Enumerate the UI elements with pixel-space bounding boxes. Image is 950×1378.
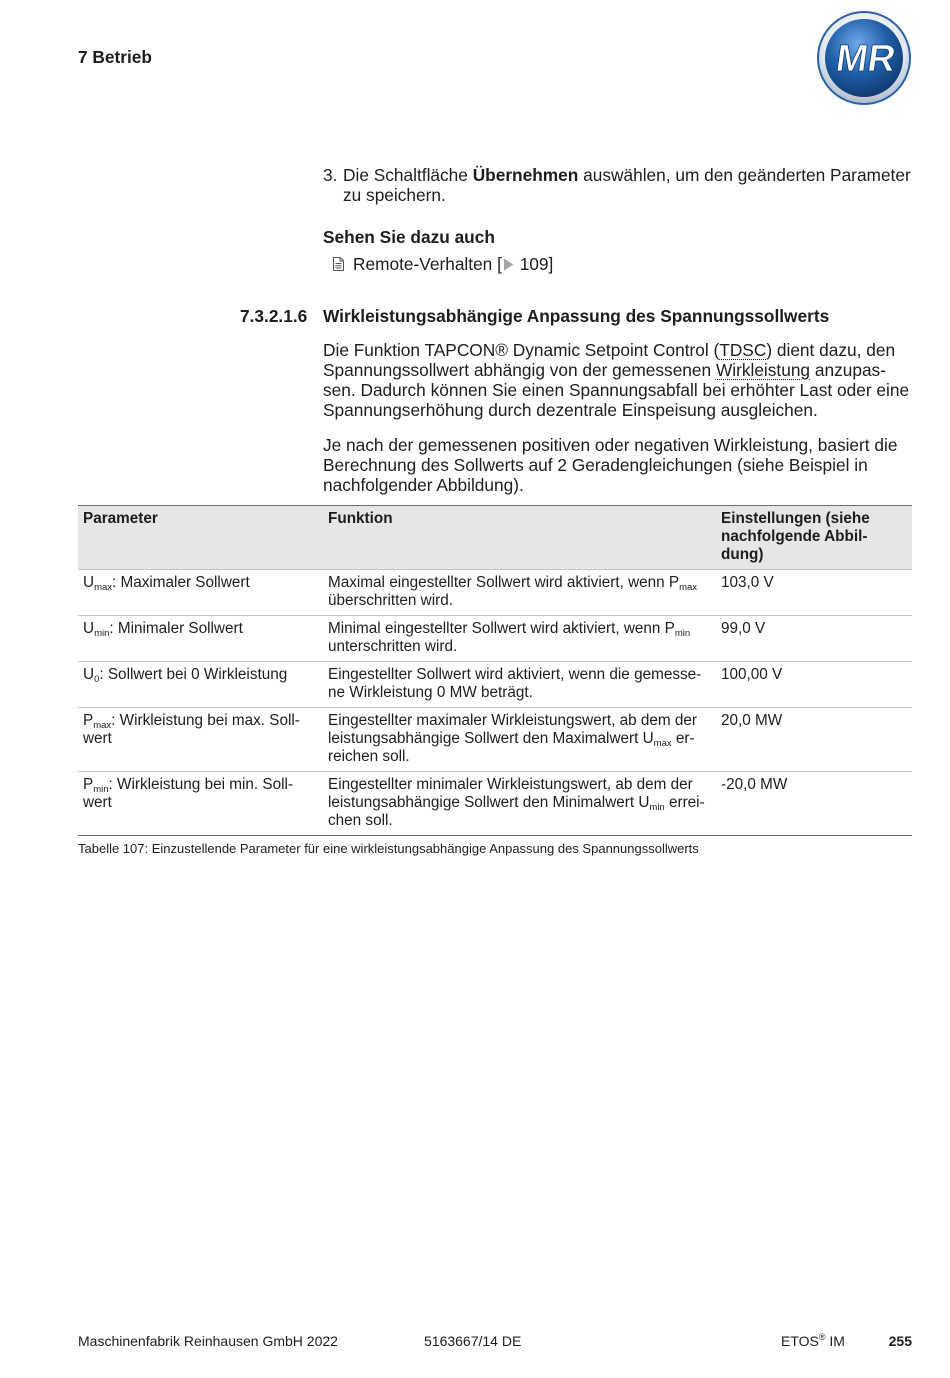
table-row <box>78 772 912 836</box>
footer-product <box>781 1332 845 1350</box>
parameter-subscript: min <box>93 784 109 795</box>
parameter-subscript: max <box>93 720 112 731</box>
footer-document-number: 5163667/14 DE <box>424 1333 522 1349</box>
table-row <box>78 662 912 708</box>
parameter-label-continued: wert <box>83 794 112 811</box>
step-line <box>323 165 911 185</box>
function-line: Eingestellter Sollwert wird aktiviert, wenn die gemesse- <box>328 666 702 683</box>
step-text: Die Schaltfläche <box>343 165 473 185</box>
paragraph <box>323 340 909 420</box>
text-span: Spannungssollwert abhängig von der gemessenen <box>323 360 716 380</box>
function-cell <box>323 662 716 708</box>
function-line: unterschritten wird. <box>328 638 458 655</box>
parameter-symbol: U <box>83 620 95 637</box>
paragraph-line: sen. Dadurch können Sie einen Spannungsabfall bei erhöhter Last oder eine <box>323 380 910 400</box>
parameter-label: : Sollwert bei 0 Wirkleistung <box>99 666 288 683</box>
parameter-cell <box>78 708 323 772</box>
function-text: er- <box>671 730 695 747</box>
parameter-label: : Minimaler Sollwert <box>109 620 243 637</box>
text-span: ) dient dazu, den <box>766 340 896 360</box>
step-line: zu speichern. <box>343 185 446 205</box>
table-row <box>78 616 912 662</box>
column-header-function: Funktion <box>323 506 716 570</box>
function-subscript: min <box>674 628 691 639</box>
value-cell: 99,0 V <box>721 620 766 637</box>
play-arrow-icon <box>503 258 514 271</box>
link-label: Remote-Verhalten [ <box>353 254 502 274</box>
table-row <box>78 708 912 772</box>
chapter-title: 7 Betrieb <box>78 47 152 67</box>
parameter-symbol: P <box>83 712 94 729</box>
parameter-subscript: min <box>94 628 110 639</box>
parameter-label: : Wirkleistung bei max. Soll- <box>111 712 300 729</box>
paragraph <box>323 435 897 495</box>
section-title: Wirkleistungsabhängige Anpassung des Spannungssollwerts <box>323 306 830 326</box>
paragraph-line: Je nach der gemessenen positiven oder negativen Wirkleistung, basiert die <box>323 435 898 455</box>
document-icon <box>333 257 344 271</box>
section-number: 7.3.2.1.6 <box>240 306 308 326</box>
function-cell <box>323 772 716 836</box>
link-page-number: 109] <box>514 254 554 274</box>
function-subscript: max <box>653 738 672 749</box>
function-cell <box>323 708 716 772</box>
table-caption: Tabelle 107: Einzustellende Parameter für eine wirkleistungsabhängige Anpassung des Spannungssollwerts <box>78 841 699 856</box>
step-text: auswählen, um den geänderten Parameter <box>578 165 911 185</box>
footer-company: Maschinenfabrik Reinhausen GmbH 2022 <box>78 1333 338 1349</box>
paragraph-line <box>323 360 909 380</box>
column-header-parameter: Parameter <box>78 506 323 570</box>
glossary-term[interactable]: Wirkleistung <box>715 360 811 380</box>
see-also-heading: Sehen Sie dazu auch <box>323 227 495 247</box>
paragraph-line <box>323 340 909 360</box>
step-button-name: Übernehmen <box>472 165 579 185</box>
parameter-symbol: U <box>83 574 95 591</box>
parameter-name <box>83 666 318 684</box>
value-cell: 20,0 MW <box>721 712 783 729</box>
function-line: Eingestellter maximaler Wirkleistungswert, ab dem der <box>328 712 697 729</box>
function-line: chen soll. <box>328 812 393 829</box>
registered-mark: ® <box>818 1332 826 1342</box>
parameter-subscript: max <box>94 582 113 593</box>
paragraph-line: nachfolgender Abbildung). <box>323 475 524 495</box>
product-suffix: IM <box>825 1333 845 1349</box>
parameter-name <box>83 620 318 638</box>
header-line: nachfolgende Abbil- <box>721 528 868 545</box>
parameter-cell <box>78 772 323 836</box>
function-text: Maximal eingestellter Sollwert wird aktiviert, wenn P <box>328 574 680 591</box>
parameter-cell <box>78 662 323 708</box>
function-line: Eingestellter minimaler Wirkleistungswert, ab dem der <box>328 776 693 793</box>
column-header-settings <box>716 506 912 570</box>
parameter-cell <box>78 570 323 616</box>
product-name: ETOS <box>781 1333 819 1349</box>
step-number: 3. <box>323 165 338 185</box>
function-line <box>328 794 711 812</box>
function-subscript: min <box>649 802 665 813</box>
function-text: leistungsabhängige Sollwert den Minimalwert U <box>328 794 650 811</box>
parameter-symbol: P <box>83 776 94 793</box>
parameter-table <box>78 505 912 836</box>
function-line <box>328 620 711 638</box>
text-span: Die Funktion TAPCON® Dynamic Setpoint Control ( <box>323 340 720 360</box>
parameter-label: : Maximaler Sollwert <box>112 574 250 591</box>
parameter-name <box>83 574 318 592</box>
paragraph-line: Berechnung des Sollwerts auf 2 Geradengleichungen (siehe Beispiel in <box>323 455 868 475</box>
abbreviation-term[interactable]: TDSC <box>719 340 767 360</box>
page-number: 255 <box>888 1333 912 1349</box>
parameter-cell <box>78 616 323 662</box>
table-row <box>78 570 912 616</box>
function-cell <box>323 570 716 616</box>
function-text: errei- <box>664 794 705 811</box>
see-also-link[interactable] <box>353 254 553 274</box>
parameter-label: : Wirkleistung bei min. Soll- <box>108 776 293 793</box>
parameter-symbol: U <box>83 666 95 683</box>
parameter-label-continued: wert <box>83 730 112 747</box>
function-line <box>328 574 711 592</box>
function-line: reichen soll. <box>328 748 410 765</box>
company-logo <box>816 10 912 106</box>
parameter-name <box>83 776 318 794</box>
logo-lettering: MR <box>833 37 899 80</box>
function-line: überschritten wird. <box>328 592 453 609</box>
step-item <box>323 165 911 205</box>
function-text: leistungsabhängige Sollwert den Maximalwert U <box>328 730 654 747</box>
paragraph-line: Spannungserhöhung durch dezentrale Einspeisung ausgleichen. <box>323 400 818 420</box>
value-cell: -20,0 MW <box>721 776 788 793</box>
parameter-subscript: 0 <box>94 674 100 685</box>
function-line: ne Wirkleistung 0 MW beträgt. <box>328 684 533 701</box>
text-span: anzupas- <box>810 360 886 380</box>
value-cell: 100,00 V <box>721 666 783 683</box>
function-cell <box>323 616 716 662</box>
function-subscript: max <box>679 582 698 593</box>
header-line: Einstellungen (siehe <box>721 510 870 527</box>
value-cell: 103,0 V <box>721 574 774 591</box>
table-header-row <box>78 506 912 570</box>
function-line <box>328 730 711 748</box>
function-text: Minimal eingestellter Sollwert wird aktiviert, wenn P <box>328 620 675 637</box>
header-line: dung) <box>721 546 764 563</box>
parameter-name <box>83 712 318 730</box>
